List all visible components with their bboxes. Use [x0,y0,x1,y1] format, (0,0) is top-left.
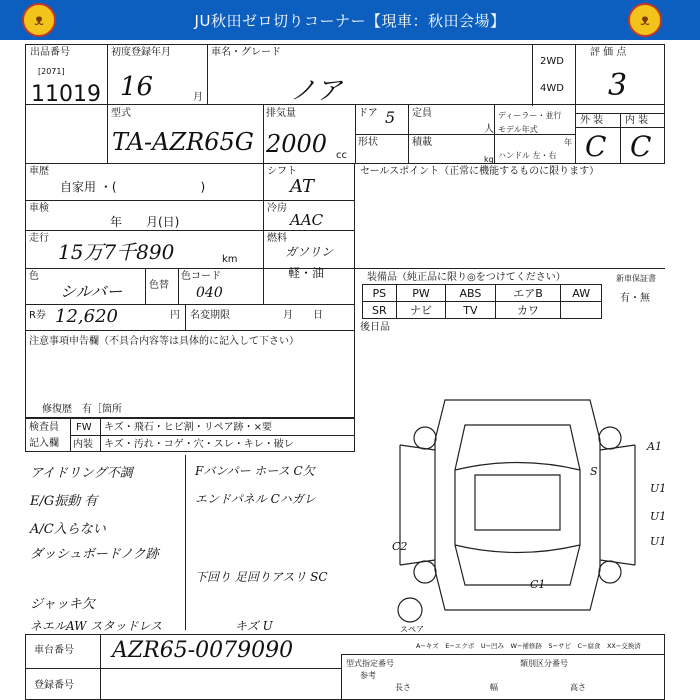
car-damage-diagram [360,360,670,650]
mark-s: S [590,465,598,478]
mileage-label: 走行 [29,233,49,244]
item-number: 11019 [31,82,101,107]
equip-leather: カワ [495,302,561,319]
first-registration-label: 初度登録年月 [111,47,171,58]
recycle-label: R券 [29,310,46,321]
notice-label: 注意事項申告欄（不具合内容等は具体的に記入して下さい） [29,336,299,347]
interior-value: C [630,130,652,163]
fuel-label: 燃料 [267,233,287,244]
fuel-light: 軽・油 [288,266,325,280]
equip-tv: TV [446,302,495,319]
new-car-warranty-value: 有・無 [620,293,650,304]
cooling-label: 冷房 [267,203,287,214]
equip-aw: AW [561,285,602,302]
fw-label: FW [76,422,92,433]
length-label: 長さ [395,683,411,692]
chassis-label: 車台番号 [34,645,74,656]
shift-value: AT [290,176,315,197]
mark-u1-c: U1 [650,535,667,548]
kg-unit: kg [484,155,494,164]
equip-ps: PS [363,285,397,302]
yen-unit: 円 [170,310,180,321]
bear-mascot-icon: ᴥ [22,3,56,37]
name-change-label: 名変期限 [190,310,230,321]
grade-label: 評 価 点 [590,47,627,58]
height-label: 高さ [570,683,586,692]
note-left-3: A/C入らない [30,522,106,537]
equip-blank [561,302,602,319]
note-left-6: ジャッキ欠 [30,597,95,612]
note-right-1: Fバンパー ホース C欠 [195,464,315,478]
cooling-value: AAC [290,211,324,229]
color-value: シルバー [60,282,123,301]
bear-mascot-icon: ᴥ [628,3,662,37]
note-left-7: ネエルAW スタッドレス [30,619,162,633]
mark-c1: C1 [530,578,546,591]
note-left-1: アイドリング不調 [30,466,133,481]
displacement-label: 排気量 [266,108,296,119]
mileage-value: 15万7千890 [58,240,175,264]
color-code-value: 040 [196,285,223,301]
entry-label: 記入欄 [29,438,59,449]
name-change-value: 月 日 [283,310,323,321]
back-seat-label: 後日品 [360,322,390,333]
spare-label: スペア [400,625,424,634]
shape-label: 形状 [358,137,378,148]
first-registration-year: 16 [120,72,154,102]
model-value: TA-AZR65G [112,128,254,156]
shift-label: シフト [267,166,297,177]
mark-u1-a: U1 [650,482,667,495]
exterior-label: 外 装 [580,115,604,126]
load-label: 積載 [412,137,432,148]
inspection-value: 年 月(日) [110,215,180,229]
category-label: 類別区分番号 [520,659,568,668]
color-change-label: 色替 [149,280,169,291]
interior-items: キズ・汚れ・コゲ・穴・スレ・キレ・破レ [104,439,294,450]
banner-title: JU秋田ゼロ切りコーナー【現車：秋田会場】 [194,11,506,30]
mark-u1-b: U1 [650,510,667,523]
drive-2wd: 2WD [540,56,564,67]
item-code: [2071] [38,67,65,76]
width-label: 幅 [490,683,498,692]
cc-unit: cc [336,150,347,161]
auction-banner [0,0,700,40]
equip-airbag: エアB [495,285,561,302]
sales-point-label: セールスポイント（正常に機能するものに限ります） [360,166,600,177]
year-unit: 年 [564,138,572,147]
model-label: 型式 [111,108,131,119]
equip-navi: ナビ [396,302,446,319]
inspection-label: 車検 [29,203,49,214]
dealer-label: ディーラー・並行 [498,111,562,120]
handle-label: ハンドル 左・右 [498,151,557,160]
note-left-2: E/G振動 有 [30,494,98,509]
note-right-7: キズ U [235,619,273,633]
km-unit: km [222,254,238,265]
type-designation-label: 型式指定番号 [346,659,394,668]
new-car-warranty-label: 新車保証書 [616,274,656,283]
registration-label: 登録番号 [34,680,74,691]
car-history-label: 車歴 [29,166,49,177]
ref-label: 参考 [360,671,376,680]
exterior-value: C [585,130,607,163]
car-history-value: 自家用 ・( ) [60,180,206,194]
car-name-label: 車名・グレード [211,47,281,58]
fw-items: キズ・飛石・ヒビ割・リペア跡・×要 [104,422,272,433]
capacity-label: 定員 [412,108,432,119]
interior-check-label: 内装 [73,439,93,450]
equipment-label: 装備品（純正品に限り◎をつけてください） [367,272,566,283]
note-right-2: エンドパネル Cハガレ [195,492,316,506]
equip-sr: SR [363,302,397,319]
note-right-5: 下回り 足回りアスリ SC [195,570,328,584]
wheels [398,427,621,622]
damage-legend: A−キズ E−エクボ U−凹み W−補修跡 S−サビ C−腐食 XX−交換済 [416,642,641,650]
interior-label: 内 装 [625,115,649,126]
color-label: 色 [29,271,39,282]
mark-c2: C2 [392,540,408,553]
recycle-value: 12,620 [55,306,118,327]
grade-value: 3 [608,68,628,103]
equip-abs: ABS [446,285,495,302]
drive-4wd: 4WD [540,83,564,94]
model-year-label: モデル年式 [498,125,538,134]
door-label: ドア [358,108,378,119]
note-left-4: ダッシュボードノク跡 [30,547,159,562]
equip-pw: PW [396,285,446,302]
chassis-value: AZR65-0079090 [112,638,294,663]
month-unit: 月 [193,92,203,103]
door-value: 5 [385,108,396,127]
item-number-label: 出品番号 [30,47,70,58]
repair-history-label: 修復歴 有［箇所 [42,404,122,415]
car-name-value: ノア [290,76,343,106]
mark-a1: A1 [647,440,662,453]
equipment-grid [362,284,602,319]
color-code-label: 色コード [181,271,221,282]
inspector-label: 検査員 [29,422,59,433]
displacement-value: 2000 [266,130,328,158]
fuel-value: ガソリン [285,245,334,259]
person-unit: 人 [484,124,494,135]
